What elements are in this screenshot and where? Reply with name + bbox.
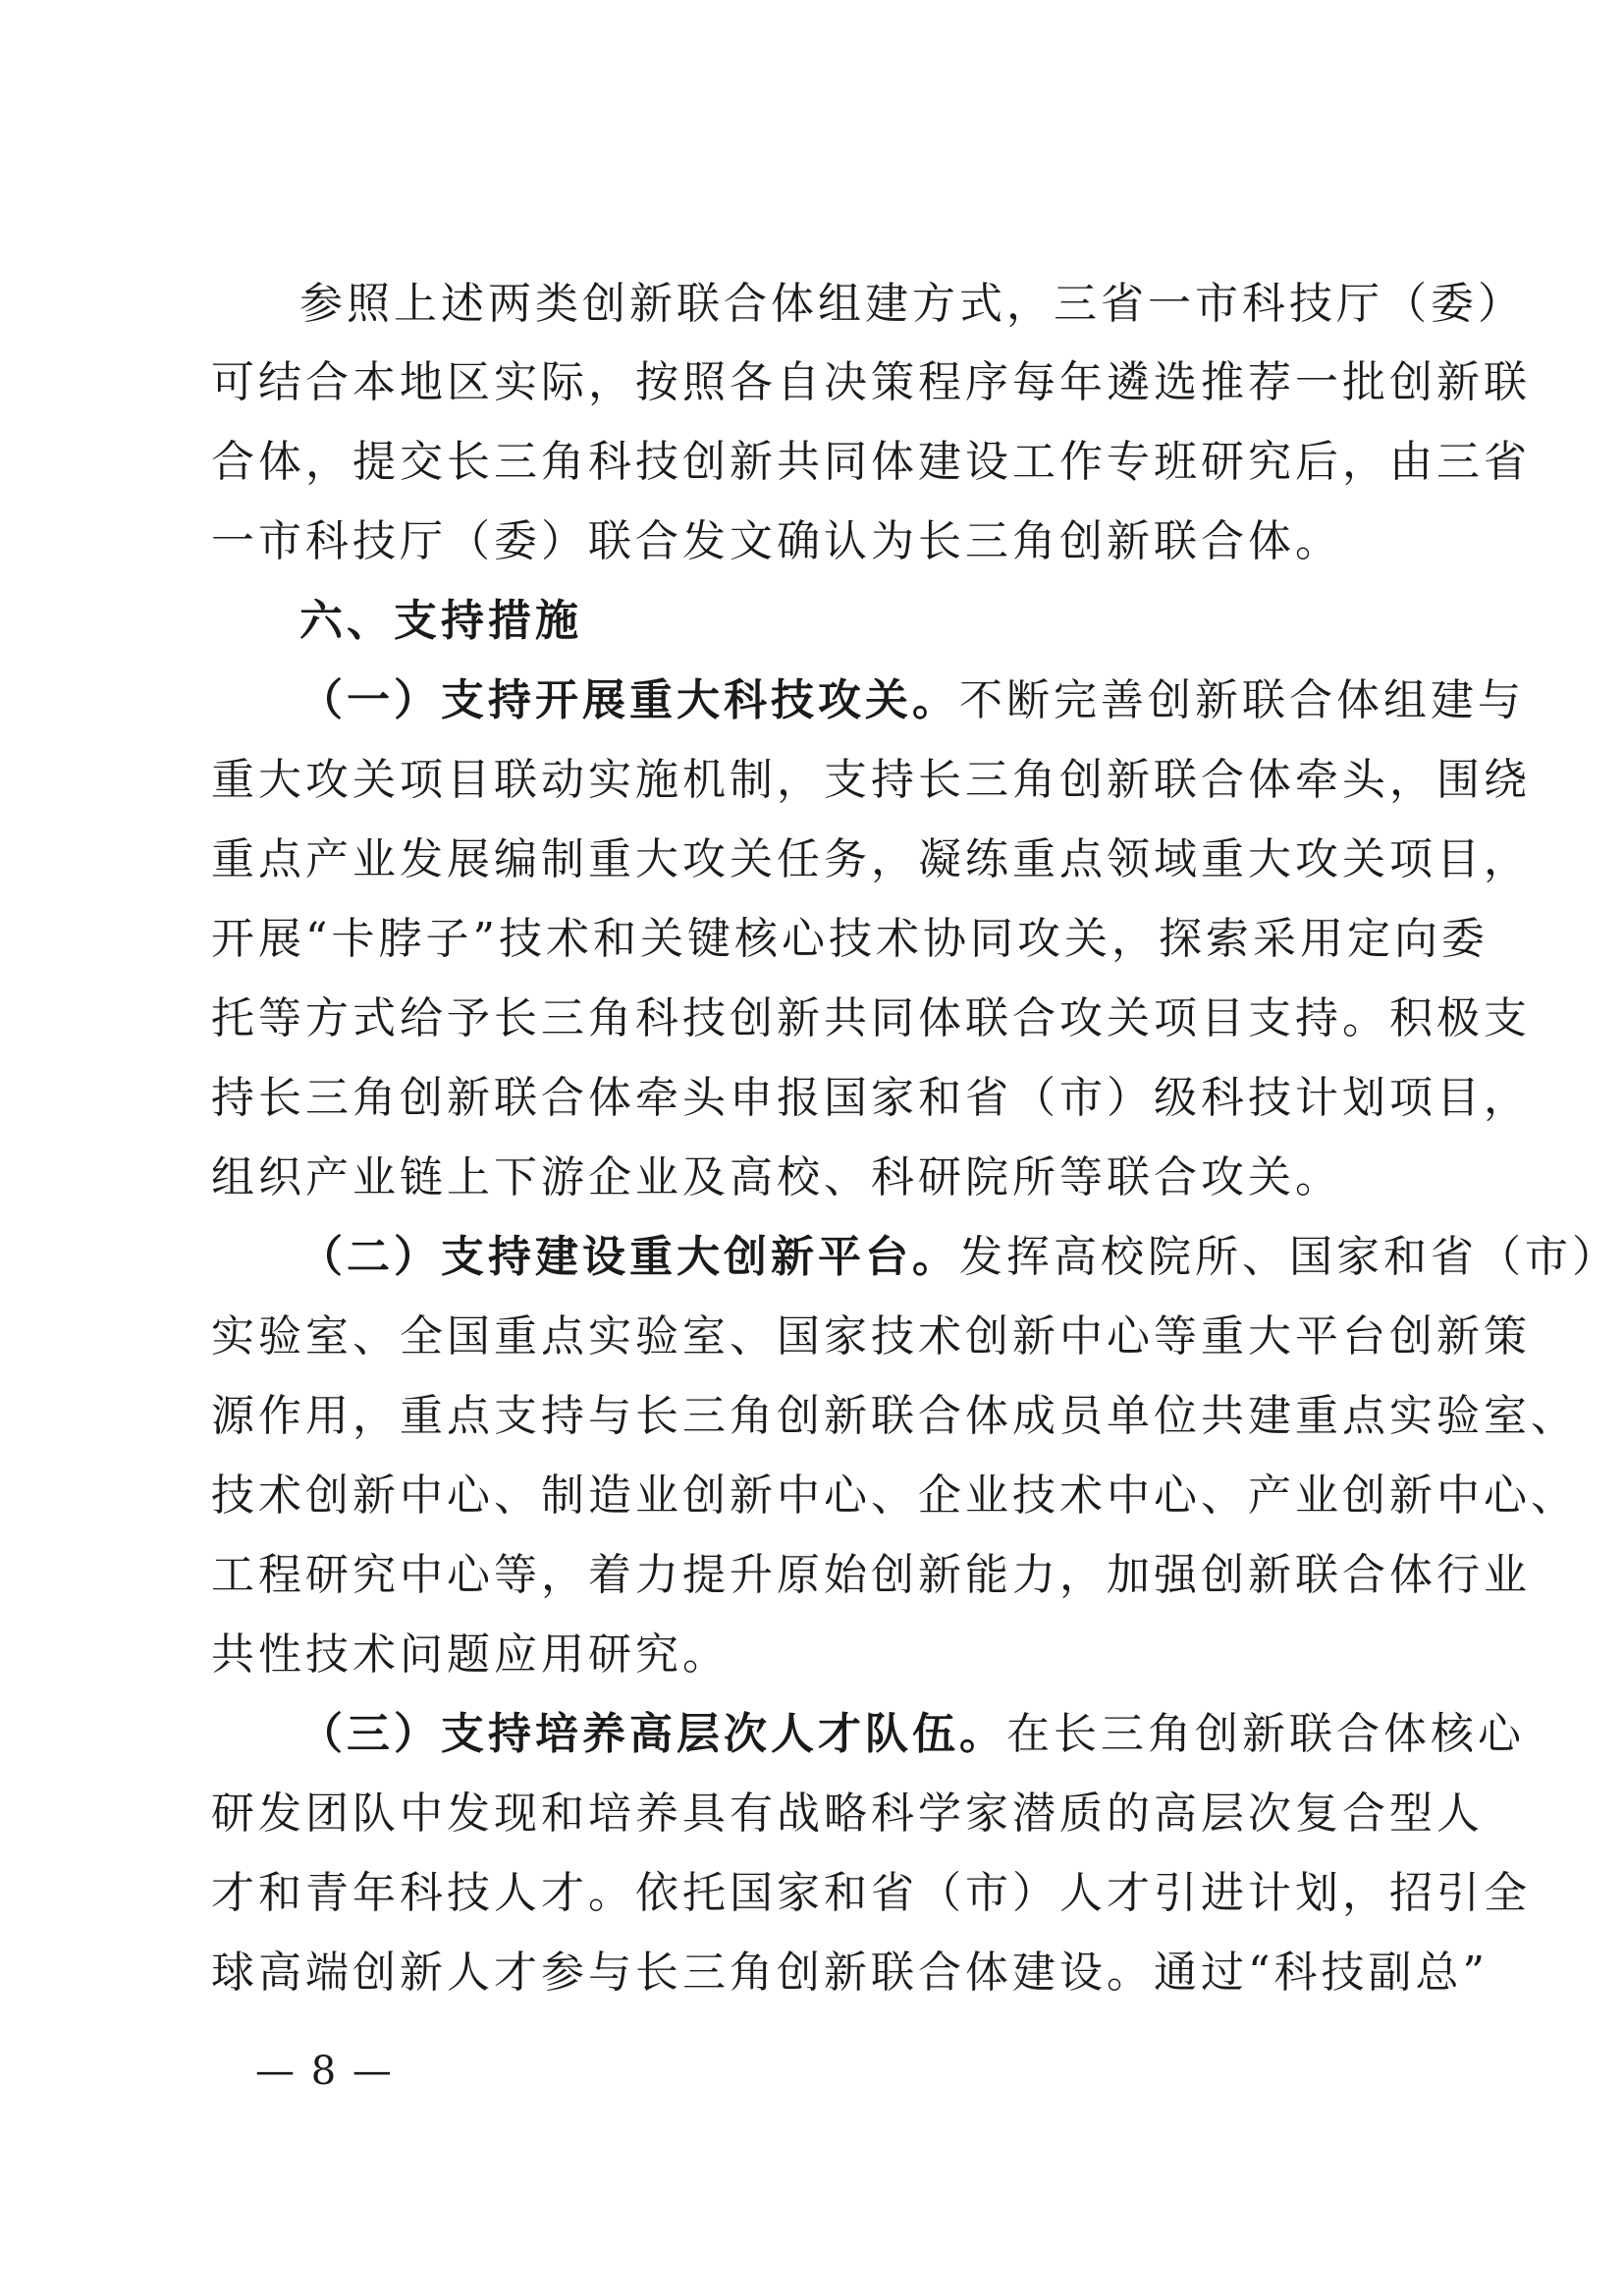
paragraph-3-line-6: 共性技术问题应用研究。 bbox=[211, 1629, 730, 1680]
paragraph-4-line-2: 研发团队中发现和培养具有战略科学家潜质的高层次复合型人 bbox=[211, 1789, 1484, 1839]
paragraph-2-line-2: 重大攻关项目联动实施机制，支持长三角创新联合体牵头，围绕 bbox=[211, 755, 1531, 805]
paragraph-3-line-3: 源作用，重点支持与长三角创新联合体成员单位共建重点实验室、 bbox=[211, 1391, 1578, 1441]
paragraph-2-line-4: 开展“卡脖子”技术和关键核心技术协同攻关，探索采用定向委 bbox=[211, 914, 1489, 964]
paragraph-1-line-4: 一市科技厅（委）联合发文确认为长三角创新联合体。 bbox=[211, 516, 1342, 566]
paragraph-3-lead: （二）支持建设重大创新平台。 bbox=[299, 1232, 959, 1282]
paragraph-4-line-3: 才和青年科技人才。依托国家和省（市）人才引进计划，招引全 bbox=[211, 1868, 1531, 1918]
paragraph-3-line-1 bbox=[299, 1223, 1619, 1292]
paragraph-4-lead: （三）支持培养高层次人才队伍。 bbox=[299, 1709, 1006, 1759]
paragraph-2-line-5: 托等方式给予长三角科技创新共同体联合攻关项目支持。积极支 bbox=[211, 993, 1531, 1043]
page-number: — 8 — bbox=[255, 2049, 394, 2094]
paragraph-1-line-2: 可结合本地区实际，按照各自决策程序每年遴选推荐一批创新联 bbox=[211, 357, 1531, 407]
paragraph-2-line-6: 持长三角创新联合体牵头申报国家和省（市）级科技计划项目， bbox=[211, 1073, 1531, 1123]
section-heading: 六、支持措施 bbox=[299, 596, 582, 646]
paragraph-2-line-3: 重点产业发展编制重大攻关任务，凝练重点领域重大攻关项目， bbox=[211, 834, 1531, 884]
paragraph-2-line-1 bbox=[299, 667, 1525, 735]
paragraph-3-first-rest: 发挥高校院所、国家和省（市） bbox=[959, 1232, 1619, 1282]
paragraph-2-line-7: 组织产业链上下游企业及高校、科研院所等联合攻关。 bbox=[211, 1152, 1342, 1202]
paragraph-3-line-2: 实验室、全国重点实验室、国家技术创新中心等重大平台创新策 bbox=[211, 1311, 1531, 1362]
paragraph-3-line-4: 技术创新中心、制造业创新中心、企业技术中心、产业创新中心、 bbox=[211, 1470, 1578, 1521]
paragraph-1-line-1: 参照上述两类创新联合体组建方式，三省一市科技厅（委） bbox=[299, 279, 1525, 329]
paragraph-3-line-5: 工程研究中心等，着力提升原始创新能力，加强创新联合体行业 bbox=[211, 1550, 1531, 1600]
paragraph-4-first-rest: 在长三角创新联合体核心 bbox=[1006, 1709, 1525, 1759]
paragraph-1-line-3: 合体，提交长三角科技创新共同体建设工作专班研究后，由三省 bbox=[211, 437, 1531, 487]
paragraph-2-lead: （一）支持开展重大科技攻关。 bbox=[299, 675, 959, 725]
paragraph-4-line-1 bbox=[299, 1700, 1525, 1769]
paragraph-4-line-4: 球高端创新人才参与长三角创新联合体建设。通过“科技副总” bbox=[211, 1948, 1489, 1998]
paragraph-2-first-rest: 不断完善创新联合体组建与 bbox=[959, 675, 1525, 725]
